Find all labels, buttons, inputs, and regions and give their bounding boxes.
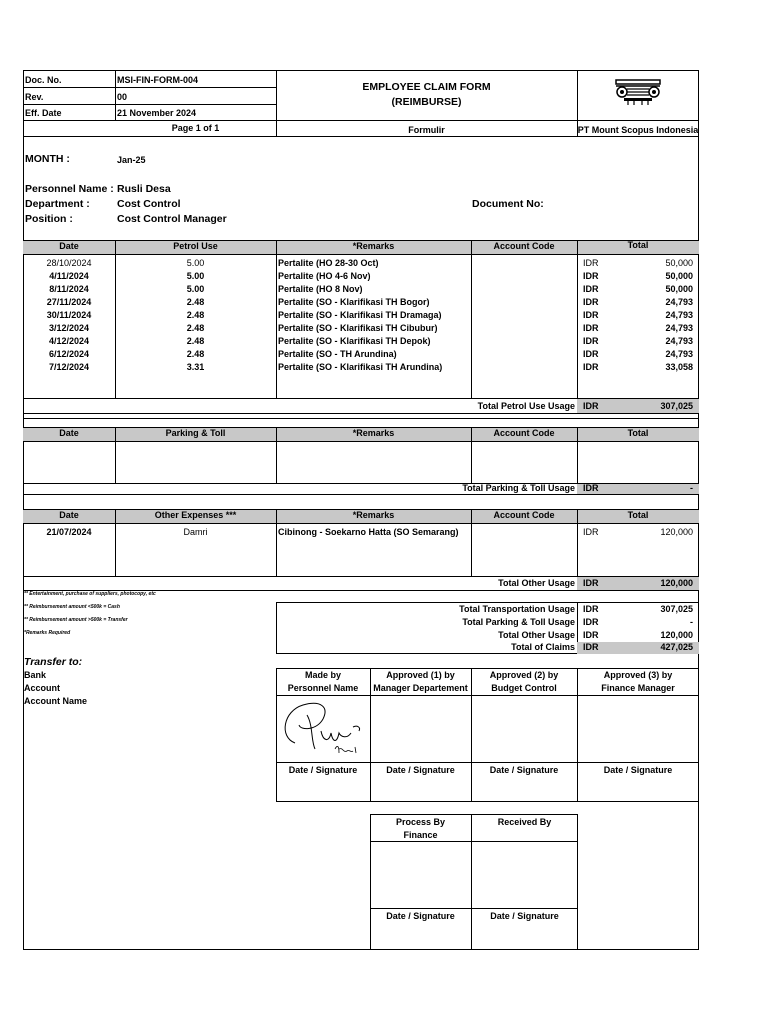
summary-label: Total Transportation Usage — [459, 604, 575, 614]
eff-date-value: 21 November 2024 — [117, 108, 197, 118]
row-total: 33,058 — [665, 362, 693, 372]
row-petrol-use: 5.00 — [186, 271, 205, 281]
company-logo-icon — [612, 78, 664, 106]
rev-value: 00 — [117, 92, 128, 102]
petrol-total-currency: IDR — [583, 401, 599, 411]
col-remarks-header: *Remarks — [352, 428, 395, 438]
row-total: 24,793 — [665, 336, 693, 346]
parking-total-label: Total Parking & Toll Usage — [462, 483, 575, 493]
personnel-name-value: Rusli Desa — [117, 183, 171, 195]
col-total-header: Total — [627, 510, 649, 520]
row-remark: Pertalite (SO - Klarifikasi TH Cibubur) — [278, 323, 438, 333]
row-currency: IDR — [583, 336, 599, 346]
process-by-label: Process By — [395, 817, 446, 827]
col-petrol-use-header: Petrol Use — [173, 241, 218, 251]
summary-value: 427,025 — [660, 642, 693, 652]
row-petrol-use: 3.31 — [186, 362, 205, 372]
col-remarks-header: *Remarks — [352, 241, 395, 251]
col-parking-toll-header: Parking & Toll — [165, 428, 226, 438]
note-entertainment: ** Entertainment, purchase of suppliers, photocopy, etc — [24, 591, 156, 597]
row-remark: Pertalite (SO - Klarifikasi TH Dramaga) — [278, 310, 442, 320]
doc-no-label: Doc. No. — [25, 75, 62, 85]
summary-value: - — [690, 617, 693, 627]
summary-currency: IDR — [583, 604, 599, 614]
row-petrol-use: 2.48 — [186, 336, 205, 346]
col-other-expenses-header: Other Expenses *** — [154, 510, 237, 520]
summary-currency: IDR — [583, 617, 599, 627]
col-total-header: Total — [627, 428, 649, 438]
row-total: 24,793 — [665, 310, 693, 320]
personnel-name-label: Personnel Name : — [25, 183, 114, 195]
row-date: 8/11/2024 — [49, 284, 89, 294]
approved-1-date-signature: Date / Signature — [386, 765, 455, 775]
doc-no-value: MSI-FIN-FORM-004 — [117, 75, 198, 85]
month-label: MONTH : — [25, 153, 70, 165]
col-date-header: Date — [59, 510, 79, 520]
col-account-code-header: Account Code — [493, 428, 555, 438]
row-currency: IDR — [583, 271, 599, 281]
received-by-label: Received By — [497, 817, 552, 827]
approved-2-role: Budget Control — [491, 683, 557, 693]
row-date: 4/11/2024 — [49, 271, 89, 281]
parking-total-currency: IDR — [583, 483, 599, 493]
other-total-currency: IDR — [583, 578, 599, 588]
row-petrol-use: 2.48 — [186, 297, 205, 307]
col-account-code-header: Account Code — [493, 510, 555, 520]
account-label: Account — [24, 683, 60, 693]
row-total: 50,000 — [665, 271, 693, 281]
approved-3-role: Finance Manager — [601, 683, 675, 693]
col-account-code-header: Account Code — [493, 241, 555, 251]
row-date: 30/11/2024 — [46, 310, 92, 320]
approved-1-label: Approved (1) by — [386, 670, 455, 680]
row-remark: Cibinong - Soekarno Hatta (SO Semarang) — [278, 527, 459, 537]
rev-label: Rev. — [25, 92, 44, 102]
form-title: EMPLOYEE CLAIM FORM — [362, 81, 491, 93]
summary-label: Total of Claims — [511, 642, 575, 652]
row-date: 4/12/2024 — [48, 336, 90, 346]
position-label: Position : — [25, 213, 73, 225]
form-subtitle: (REIMBURSE) — [391, 96, 462, 108]
made-by-role: Personnel Name — [287, 683, 359, 693]
col-total-header: Total — [627, 240, 649, 250]
department-value: Cost Control — [117, 198, 181, 210]
row-currency: IDR — [583, 349, 599, 359]
approved-3-date-signature: Date / Signature — [603, 765, 673, 775]
eff-date-label: Eff. Date — [25, 108, 62, 118]
row-currency: IDR — [583, 258, 599, 268]
row-currency: IDR — [583, 527, 599, 537]
personnel-signature — [277, 697, 369, 761]
row-total: 120,000 — [660, 527, 693, 537]
col-remarks-header: *Remarks — [352, 510, 395, 520]
row-remark: Pertalite (SO - Klarifikasi TH Depok) — [278, 336, 431, 346]
row-date: 27/11/2024 — [46, 297, 92, 307]
position-value: Cost Control Manager — [117, 213, 227, 225]
row-currency: IDR — [583, 310, 599, 320]
col-date-header: Date — [59, 241, 79, 251]
month-value: Jan-25 — [117, 155, 146, 165]
row-total: 24,793 — [665, 323, 693, 333]
row-date: 28/10/2024 — [46, 258, 92, 268]
note-cash: ** Reimbursement amount <500k = Cash — [24, 604, 120, 610]
row-petrol-use: 5.00 — [186, 284, 205, 294]
row-currency: IDR — [583, 362, 599, 372]
row-petrol-use: 2.48 — [186, 323, 205, 333]
form-type: Formulir — [408, 125, 445, 135]
department-label: Department : — [25, 198, 90, 210]
row-total: 50,000 — [665, 258, 693, 268]
approved-1-role: Manager Departement — [373, 683, 468, 693]
row-date: 3/12/2024 — [48, 323, 90, 333]
row-petrol-use: 5.00 — [186, 258, 205, 268]
row-currency: IDR — [583, 297, 599, 307]
row-remark: Pertalite (HO 28-30 Oct) — [278, 258, 379, 268]
approved-3-label: Approved (3) by — [603, 670, 673, 680]
company-name: PT Mount Scopus Indonesia — [577, 125, 699, 135]
note-remarks-required: *Remarks Required — [24, 630, 71, 636]
bank-label: Bank — [24, 670, 47, 680]
other-total-label: Total Other Usage — [498, 578, 575, 588]
row-currency: IDR — [583, 284, 599, 294]
approved-2-label: Approved (2) by — [489, 670, 559, 680]
row-petrol-use: 2.48 — [186, 349, 205, 359]
row-total: 24,793 — [665, 297, 693, 307]
row-remark: Pertalite (HO 4-6 Nov) — [278, 271, 371, 281]
summary-label: Total Parking & Toll Usage — [462, 617, 575, 627]
received-date-signature: Date / Signature — [490, 911, 559, 921]
summary-currency: IDR — [583, 630, 599, 640]
document-no-label: Document No: — [472, 198, 544, 210]
row-remark: Pertalite (SO - Klarifikasi TH Arundina) — [278, 362, 443, 372]
account-name-label: Account Name — [24, 696, 88, 706]
row-remark: Pertalite (HO 8 Nov) — [278, 284, 363, 294]
row-currency: IDR — [583, 323, 599, 333]
row-remark: Pertalite (SO - Klarifikasi TH Bogor) — [278, 297, 430, 307]
row-date: 21/07/2024 — [46, 527, 92, 537]
row-remark: Pertalite (SO - TH Arundina) — [278, 349, 397, 359]
process-date-signature: Date / Signature — [386, 911, 455, 921]
summary-value: 120,000 — [660, 630, 693, 640]
row-total: 50,000 — [665, 284, 693, 294]
row-petrol-use: 2.48 — [186, 310, 205, 320]
row-date: 7/12/2024 — [48, 362, 90, 372]
made-by-date-signature: Date / Signature — [288, 765, 358, 775]
row-total: 24,793 — [665, 349, 693, 359]
transfer-title: Transfer to: — [24, 656, 83, 668]
page-number: Page 1 of 1 — [171, 123, 220, 133]
note-transfer: ** Reimbursement amount >500k = Transfer — [24, 617, 128, 623]
made-by-label: Made by — [304, 670, 341, 680]
col-date-header: Date — [59, 428, 79, 438]
petrol-total-label: Total Petrol Use Usage — [477, 401, 575, 411]
row-expense-item: Damri — [183, 527, 208, 537]
summary-currency: IDR — [583, 642, 599, 652]
parking-total-value: - — [690, 483, 693, 493]
summary-label: Total Other Usage — [498, 630, 575, 640]
other-total-value: 120,000 — [660, 578, 693, 588]
summary-value: 307,025 — [660, 604, 693, 614]
petrol-total-value: 307,025 — [660, 401, 693, 411]
approved-2-date-signature: Date / Signature — [489, 765, 559, 775]
process-by-role: Finance — [403, 830, 438, 840]
row-date: 6/12/2024 — [48, 349, 90, 359]
